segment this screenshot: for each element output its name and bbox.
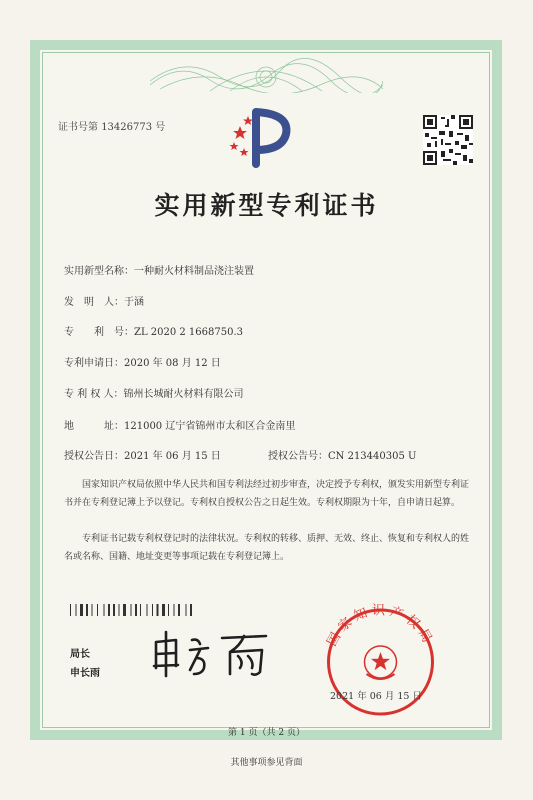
field-patentee [64,385,244,400]
field-label: 专利申请日： [64,358,124,369]
cert-number-suffix: 号 [155,122,166,133]
seal-text: 国家知识产权局 [324,603,437,649]
field-label: 授权公告日： [64,451,124,462]
document-title: 实用新型专利证书 [154,191,379,220]
qr-code-icon [423,115,473,165]
official-seal [313,600,448,720]
cert-number-label: 证书号第 [58,122,98,133]
cert-number-value: 13426773 [101,122,153,133]
field-inventor [64,293,144,308]
national-emblem-icon [365,646,397,679]
field-label: 专 利 号： [64,327,134,338]
field-label: 授权公告号： [268,451,328,462]
field-value: 锦州长城耐火材料有限公司 [123,389,244,400]
field-value: 121000 辽宁省锦州市太和区合金南里 [124,421,296,432]
field-address [64,417,295,432]
paragraph-legal-status: 专利证书记载专利权登记时的法律状况。专利权的转移、质押、无效、终止、恢复和专利权人的姓名或名称、国籍、地址变更等事项记载在专利登记簿上。 [64,534,470,562]
barcode-icon [70,604,220,616]
field-label: 专 利 权 人： [64,389,124,400]
director-signature [148,628,278,680]
seal-date: 2021 年 06 月 15 日 [330,691,422,702]
field-value: CN 213440305 U [328,451,417,462]
guilloche-ornament [150,55,383,93]
field-label: 发 明 人： [64,297,124,308]
director-title: 局长 [70,649,90,660]
field-patent-number [64,323,243,338]
field-value: 2021 年 06 月 15 日 [124,451,221,462]
field-utility-model-name [64,262,254,277]
field-application-date [64,354,221,369]
field-label: 实用新型名称： [64,266,134,277]
paragraph-grant-notice: 国家知识产权局依照中华人民共和国专利法经过初步审查，决定授予专利权，颁发实用新型专利证书并在专利登记簿上予以登记。专利权自授权公告之日起生效。专利权期限为十年，自申请日起算。 [64,480,470,508]
director-name: 申长雨 [70,668,100,679]
svg-text:国家知识产权局 [325,603,437,648]
page-number: 第 1 页（共 2 页） [228,728,305,738]
field-grant-number [268,447,416,462]
certificate-number [58,118,165,133]
footer-note: 其他事项参见背面 [230,758,303,768]
field-value: 2020 年 08 月 12 日 [124,358,221,369]
field-value: ZL 2020 2 1668750.3 [134,327,244,338]
field-value: 一种耐火材料制品浇注装置 [134,266,254,277]
cnipa-logo-icon [226,106,298,170]
field-grant-date [64,447,221,462]
field-label: 地 址： [64,421,124,432]
field-value: 于涵 [124,297,144,308]
